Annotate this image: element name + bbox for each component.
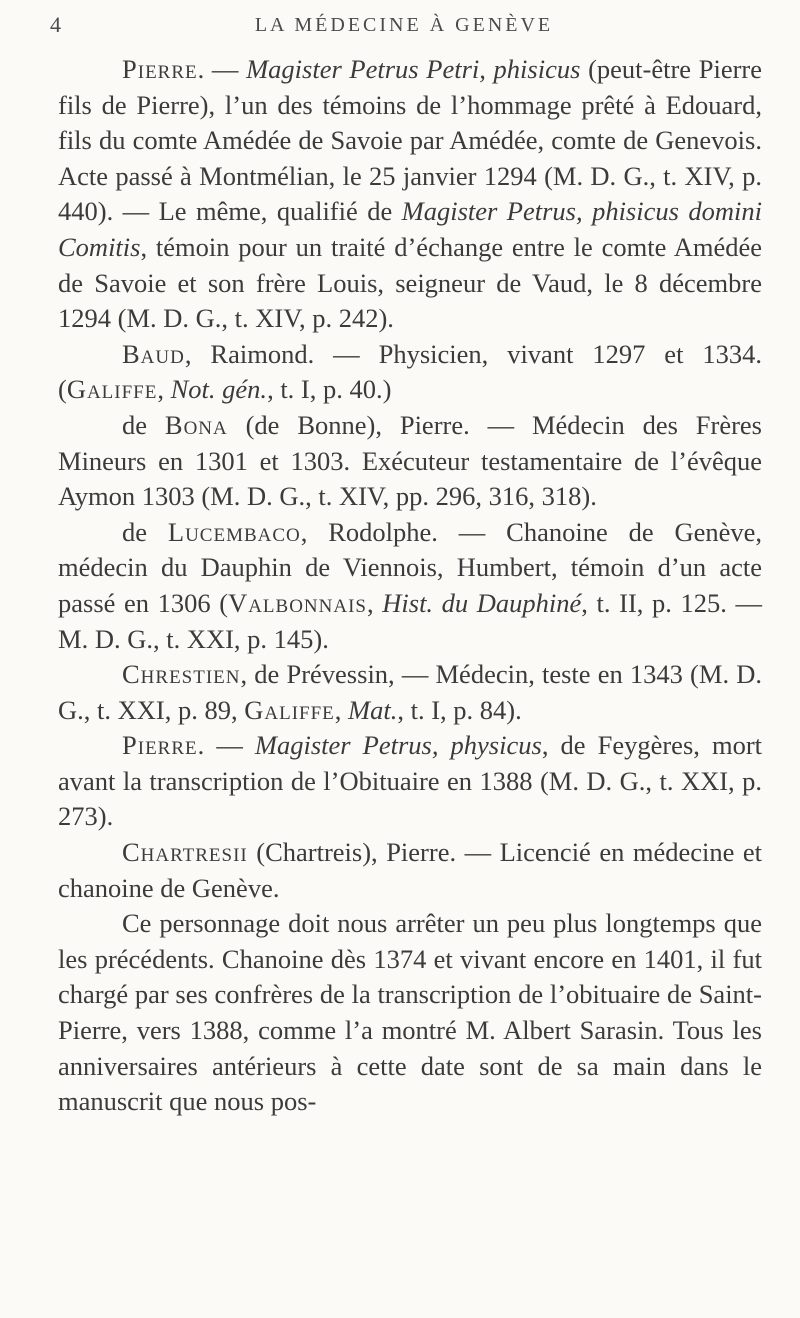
entry-text: , Raimond. — Physicien, vivant 1297 et 1334. ( bbox=[58, 338, 762, 405]
entry-text: . — bbox=[197, 730, 255, 761]
entry-text: de bbox=[122, 409, 165, 440]
page-body bbox=[58, 52, 762, 1120]
entry-name: Chrestien bbox=[122, 659, 241, 690]
entry-paragraph bbox=[58, 408, 762, 515]
page-number: 4 bbox=[50, 12, 61, 37]
running-title: LA MÉDECINE À GENÈVE bbox=[254, 14, 554, 36]
entry-text: de bbox=[122, 516, 168, 547]
entry-paragraph bbox=[58, 337, 762, 408]
entry-paragraph bbox=[58, 728, 762, 835]
entry-name: Galiffe bbox=[66, 374, 158, 405]
italic-text: Magister Petrus, physicus bbox=[254, 730, 542, 761]
entry-text: , t. I, p. 40.) bbox=[267, 374, 392, 405]
entry-name: Lucembaco bbox=[167, 516, 301, 547]
entry-text: , Rodolphe. — Chanoine de Genève, médecin du Dauphin de Viennois, Humbert, témoin d’un acte passé en 1306 ( bbox=[58, 516, 763, 618]
italic-text: Magister Petrus, phisicus domini Comitis bbox=[58, 196, 762, 262]
entry-text: , t. II, p. 125. — M. D. G., t. XXI, p. 145). bbox=[58, 587, 763, 654]
entry-text: Ce personnage doit nous arrêter un peu plus longtemps que les précédents. Chanoine dès 1374 et vivant encore en 1401, il fut chargé par ses confrères de la transcription de l’obituaire de Saint-Pierre, vers 1388, comme l’a montré M. Albert Sarasin. Tous les anniversaires antérieurs à cette date sont de sa main dans le manuscrit que nous pos- bbox=[58, 908, 762, 1117]
entry-name: Pierre bbox=[122, 730, 198, 761]
entry-text: , t. I, p. 84). bbox=[397, 694, 522, 725]
italic-text: Mat. bbox=[348, 694, 398, 725]
entry-text: . — bbox=[197, 54, 247, 84]
italic-text: Hist. du Dauphiné bbox=[382, 587, 582, 618]
page-header bbox=[50, 8, 758, 40]
entry-paragraph bbox=[58, 835, 762, 906]
entry-name: Baud bbox=[122, 338, 185, 369]
italic-text: Not. gén. bbox=[170, 374, 268, 405]
entry-paragraph bbox=[58, 52, 762, 337]
entry-name: Valbonnais bbox=[228, 587, 367, 618]
entry-name: Pierre bbox=[122, 54, 198, 84]
entry-paragraph bbox=[58, 515, 762, 657]
entry-name: Galiffe bbox=[244, 694, 335, 725]
entry-text: (de Bonne), Pierre. — Médecin des Frères Mineurs en 1301 et 1303. Exécuteur testamentaire de l’évêque Aymon 1303 (M. D. G., t. XIV, pp. 296, 316, 318). bbox=[58, 409, 762, 512]
entry-paragraph bbox=[58, 906, 762, 1120]
entry-paragraph bbox=[58, 657, 762, 728]
entry-text: , bbox=[367, 587, 383, 618]
italic-text: Magister Petrus Petri, phisicus bbox=[246, 54, 581, 84]
entry-name: Bona bbox=[164, 409, 228, 440]
entry-text: , bbox=[157, 374, 171, 405]
entry-text: (Chartreis), Pierre. — Licencié en médecine et chanoine de Genève. bbox=[58, 837, 762, 903]
entry-text: (peut-être Pierre fils de Pierre), l’un des témoins de l’hommage prêté à Edouard, fils du comte Amédée de Savoie par Amédée, comte de Genevois. Acte passé à Montmélian, le 25 janvier 1294 (M. D. G., t. XIV, p. 440). — Le même, qualifié de bbox=[58, 54, 763, 227]
entry-text: , de Prévessin, — Médecin, teste en 1343 (M. D. G., t. XXI, p. 89, bbox=[58, 659, 762, 725]
entry-text: , bbox=[334, 694, 349, 725]
entry-text: , de Feygères, mort avant la transcription de l’Obituaire en 1388 (M. D. G., t. XXI, p. 273). bbox=[58, 730, 762, 832]
entry-name: Chartresii bbox=[122, 837, 248, 868]
entry-text: , témoin pour un traité d’échange entre le comte Amédée de Savoie et son frère Louis, seigneur de Vaud, le 8 décembre 1294 (M. D. G., t. XIV, p. 242). bbox=[58, 231, 762, 334]
